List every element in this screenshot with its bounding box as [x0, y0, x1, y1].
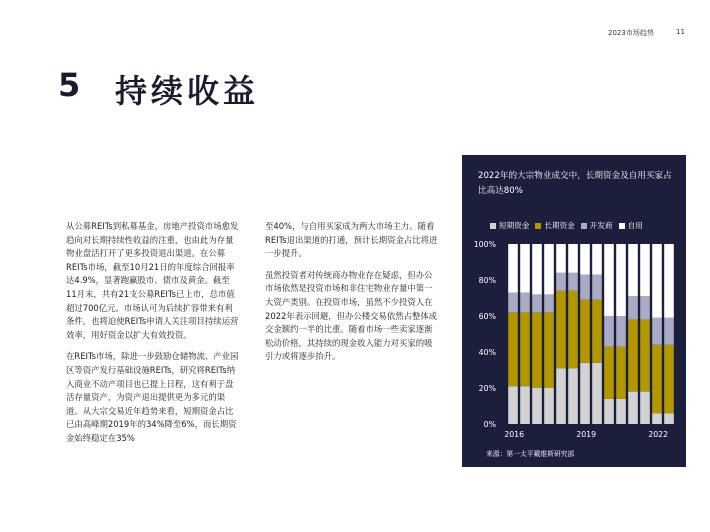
bar-segment [652, 318, 662, 345]
bar-segment [628, 244, 638, 296]
bar-segment [616, 399, 626, 424]
bar-segment [664, 318, 674, 345]
legend-label: 短期资金 [499, 221, 530, 230]
chart-title: 2022年的大宗物业成交中，长期资金及自用买家占比高达80% [478, 171, 672, 196]
bar-segment [544, 312, 554, 388]
bar-segment [640, 244, 650, 296]
y-tick-label: 40% [478, 348, 496, 357]
bar-segment [520, 386, 530, 424]
bar-segment [580, 300, 590, 363]
bar-segment [520, 312, 530, 386]
legend-label: 长期资金 [544, 221, 575, 230]
x-tick-label: 2016 [504, 430, 525, 439]
bar-segment [544, 294, 554, 312]
bar-segment [556, 291, 566, 368]
bar-segment [664, 345, 674, 413]
bar-segment [568, 273, 578, 291]
bar-segment [532, 244, 542, 294]
section-number: 5 [58, 66, 81, 104]
bar-segment [508, 293, 518, 313]
bar-segment [592, 300, 602, 363]
bar-segment [616, 244, 626, 316]
bar-segment [568, 291, 578, 368]
page-title: 持续收益 [115, 72, 260, 110]
paragraph: 虽然投资者对传统商办物业存在疑虑，但办公市场依然是投资市场和非住宅物业存量中第一大资产类别。在投资市场，虽然不少投资人在2022年表示回避，但办公楼交易依然占整体成交金额约一半的比重。随着市场一些卖家逐渐松动价格，其持续的现金收入能力对买家的吸引力或将逐步抬升。 [265, 269, 438, 362]
bar-segment [604, 347, 614, 399]
bar-segment [568, 368, 578, 424]
legend-label: 开发商 [589, 221, 613, 230]
bar-segment [520, 244, 530, 293]
bar-segment [592, 244, 602, 275]
bar-segment [616, 347, 626, 399]
bar-segment [604, 244, 614, 316]
bar-segment [556, 244, 566, 273]
stacked-bar-chart [462, 155, 686, 467]
bar-segment [532, 312, 542, 388]
bar-segment [652, 244, 662, 318]
bar-segment [556, 368, 566, 424]
legend-label: 自用 [627, 221, 643, 230]
bar-segment [532, 294, 542, 312]
middle-text-column [265, 220, 439, 372]
bar-segment [508, 312, 518, 386]
chart-source: 来源：第一太平戴维斯研究部 [486, 450, 575, 458]
bar-segment [628, 296, 638, 319]
paragraph: 从公募REITs到私募基金，房地产投资市场愈发趋向对长期持续性收益的注重，也由此为存量物业盘活打开了更多投资退出渠道。在公募REITs市场，截至10月21日的年度综合回报率达4.9%，显著跑赢股市、债市及黄金。截至11月末，共有21支公募REITs已上市，总市值超过700亿元。市场认可为后续扩容带来有利条件，也将迫使REITs申请人关注项目持续运营效率，用好资金以扩大有效投资。 [66, 221, 239, 340]
chart-panel [462, 155, 686, 467]
bar-segment [544, 244, 554, 294]
bar-segment [592, 363, 602, 424]
bar-segment [628, 392, 638, 424]
page-number: 11 [676, 28, 685, 36]
left-text-column [66, 220, 240, 454]
bar-segment [580, 244, 590, 275]
y-tick-label: 20% [478, 384, 496, 393]
bar-segment [640, 392, 650, 424]
bar-segment [640, 296, 650, 319]
bar-segment [520, 293, 530, 313]
bar-segment [664, 244, 674, 318]
y-tick-label: 80% [478, 276, 496, 285]
bar-segment [628, 320, 638, 392]
x-tick-label: 2019 [576, 430, 597, 439]
bar-segment [616, 316, 626, 347]
bar-segment [568, 244, 578, 273]
bar-segment [652, 413, 662, 424]
bar-segment [652, 345, 662, 413]
y-tick-label: 60% [478, 312, 496, 321]
bar-segment [592, 275, 602, 300]
bar-segment [664, 413, 674, 424]
bar-segment [640, 320, 650, 392]
bar-segment [532, 388, 542, 424]
paragraph: 至40%，与自用买家成为两大市场主力。随着REITs退出渠道的打通，预计长期资金占比将进一步提升。 [265, 221, 438, 259]
bar-segment [604, 316, 614, 347]
bar-segment [508, 244, 518, 293]
x-tick-label: 2022 [648, 430, 669, 439]
bar-segment [508, 386, 518, 424]
bar-segment [556, 273, 566, 291]
y-tick-label: 100% [473, 240, 496, 249]
header-section-label: 2023市场趋势 [608, 29, 654, 37]
bar-segment [580, 275, 590, 300]
bar-segment [580, 363, 590, 424]
y-tick-label: 0% [483, 420, 496, 429]
paragraph: 在REITs市场，除进一步鼓励仓储物流、产业园区等资产发行基础设施REITs，研究将REITs纳入商业不动产项目也已提上日程，这有利于盘活存量资产，为资产退出提供更为多元的渠道。从大宗交易近年趋势来看，短期资金占比已由高峰期2019年的34%降至6%，而长期资金始终稳定在35% [66, 351, 239, 443]
bar-segment [544, 388, 554, 424]
bar-segment [604, 399, 614, 424]
